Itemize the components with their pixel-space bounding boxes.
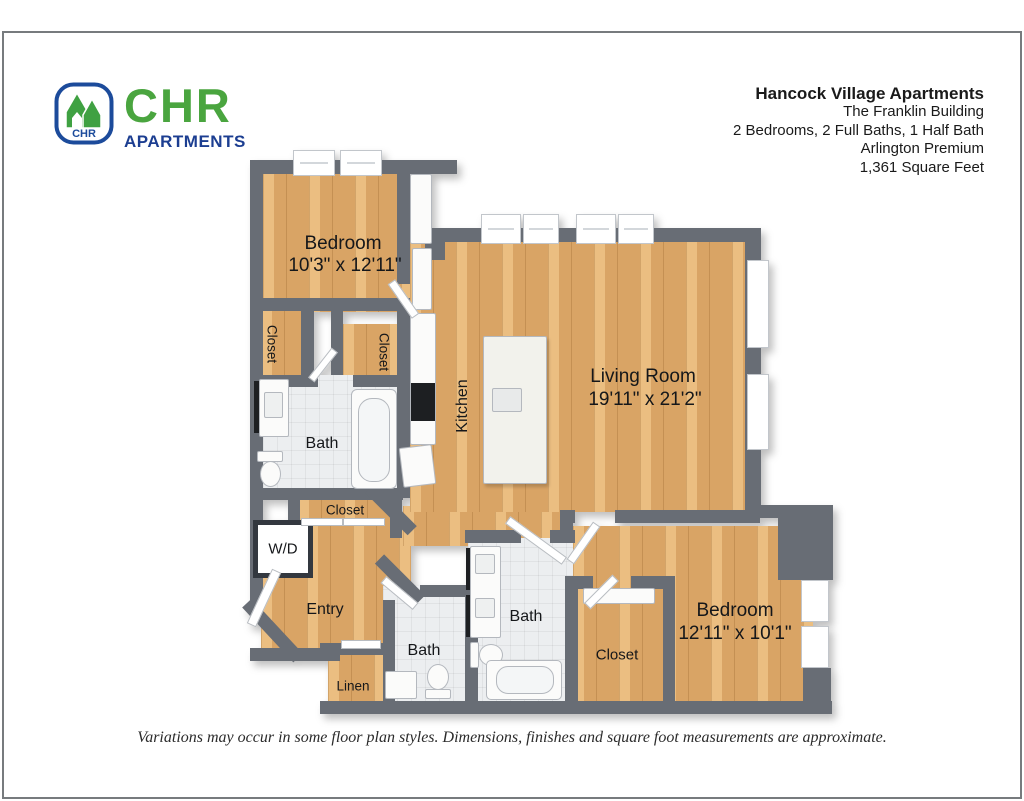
window [523,214,559,244]
window [618,214,654,244]
wall-segment [560,510,573,543]
wall-segment [420,585,468,597]
kitchen-counter [412,248,432,310]
toilet-icon [260,461,281,487]
window [801,580,829,622]
toilet-tank [470,642,479,668]
unit-config: 2 Bedrooms, 2 Full Baths, 1 Half Bath [733,121,984,139]
wall-segment [565,589,578,704]
island-sink-icon [492,388,522,412]
wall-segment [353,375,397,387]
square-feet: 1,361 Square Feet [859,158,984,176]
wall-segment [320,701,832,714]
bedroom2-label: Bedroom [696,600,774,621]
door-leaf [341,640,381,649]
window [340,150,382,176]
bedroom1-dims: 10'3" x 12'11" [288,255,402,276]
toilet-icon [427,664,449,690]
wall-segment [663,576,675,704]
washer-dryer-label: W/D [268,540,298,558]
closet-label: Closet [595,646,639,664]
kitchen-counter [410,313,436,445]
window [576,214,616,244]
chr-logo-icon [54,82,114,146]
brand-name: CHR [124,79,232,132]
bath1-sink-icon [264,392,283,418]
living-room-dims: 19'11" x 21'2" [588,389,702,410]
window [747,374,769,450]
chr-logo [54,79,246,151]
closet-label: Closet [264,324,280,364]
wall-segment [778,510,833,580]
bath1-label: Bath [305,435,339,452]
linen-label: Linen [336,678,370,694]
bedroom1-label: Bedroom [304,233,382,254]
kitchen-cabinet [410,174,432,244]
wall-segment [331,311,343,375]
disclaimer-text: Variations may occur in some floor plan styles. Dimensions, finishes and square foot measurements are approximate. [137,729,887,746]
stove-icon [411,383,435,421]
half-bath-label: Bath [407,642,441,659]
window [293,150,335,176]
sink-icon [475,598,495,618]
living-kitchen-floor [410,238,755,512]
closet-slider-door [301,518,343,526]
unit-tier: Arlington Premium [860,140,984,157]
wall-segment [615,510,760,523]
closet-slider-door [343,518,385,526]
toilet-tank [425,689,451,699]
entry-label: Entry [306,601,344,618]
bathtub-inner [496,666,554,694]
wall-segment [301,311,314,375]
bedroom2-floor [573,526,813,703]
closet-label: Closet [376,332,392,372]
closet-label: Closet [325,502,365,518]
property-title: Hancock Village Apartments [755,84,984,103]
sink-icon [475,554,495,574]
wall-segment [263,298,410,311]
living-room-label: Living Room [590,366,696,387]
floor-plan [243,148,863,726]
window [801,626,829,668]
building-name: The Franklin Building [843,103,984,120]
half-bath-sink-icon [385,671,417,699]
window [747,260,769,348]
logo-icon-text: CHR [72,128,96,140]
window [481,214,521,244]
brand-suffix: APARTMENTS [124,132,246,151]
kitchen-label: Kitchen [454,379,471,433]
refrigerator-icon [399,444,437,488]
wall-segment [465,530,521,543]
logo-text [124,79,246,151]
bedroom2-dims: 12'11" x 10'1" [678,623,792,644]
full-bath-label: Bath [509,608,543,625]
bathtub-inner [358,398,390,482]
